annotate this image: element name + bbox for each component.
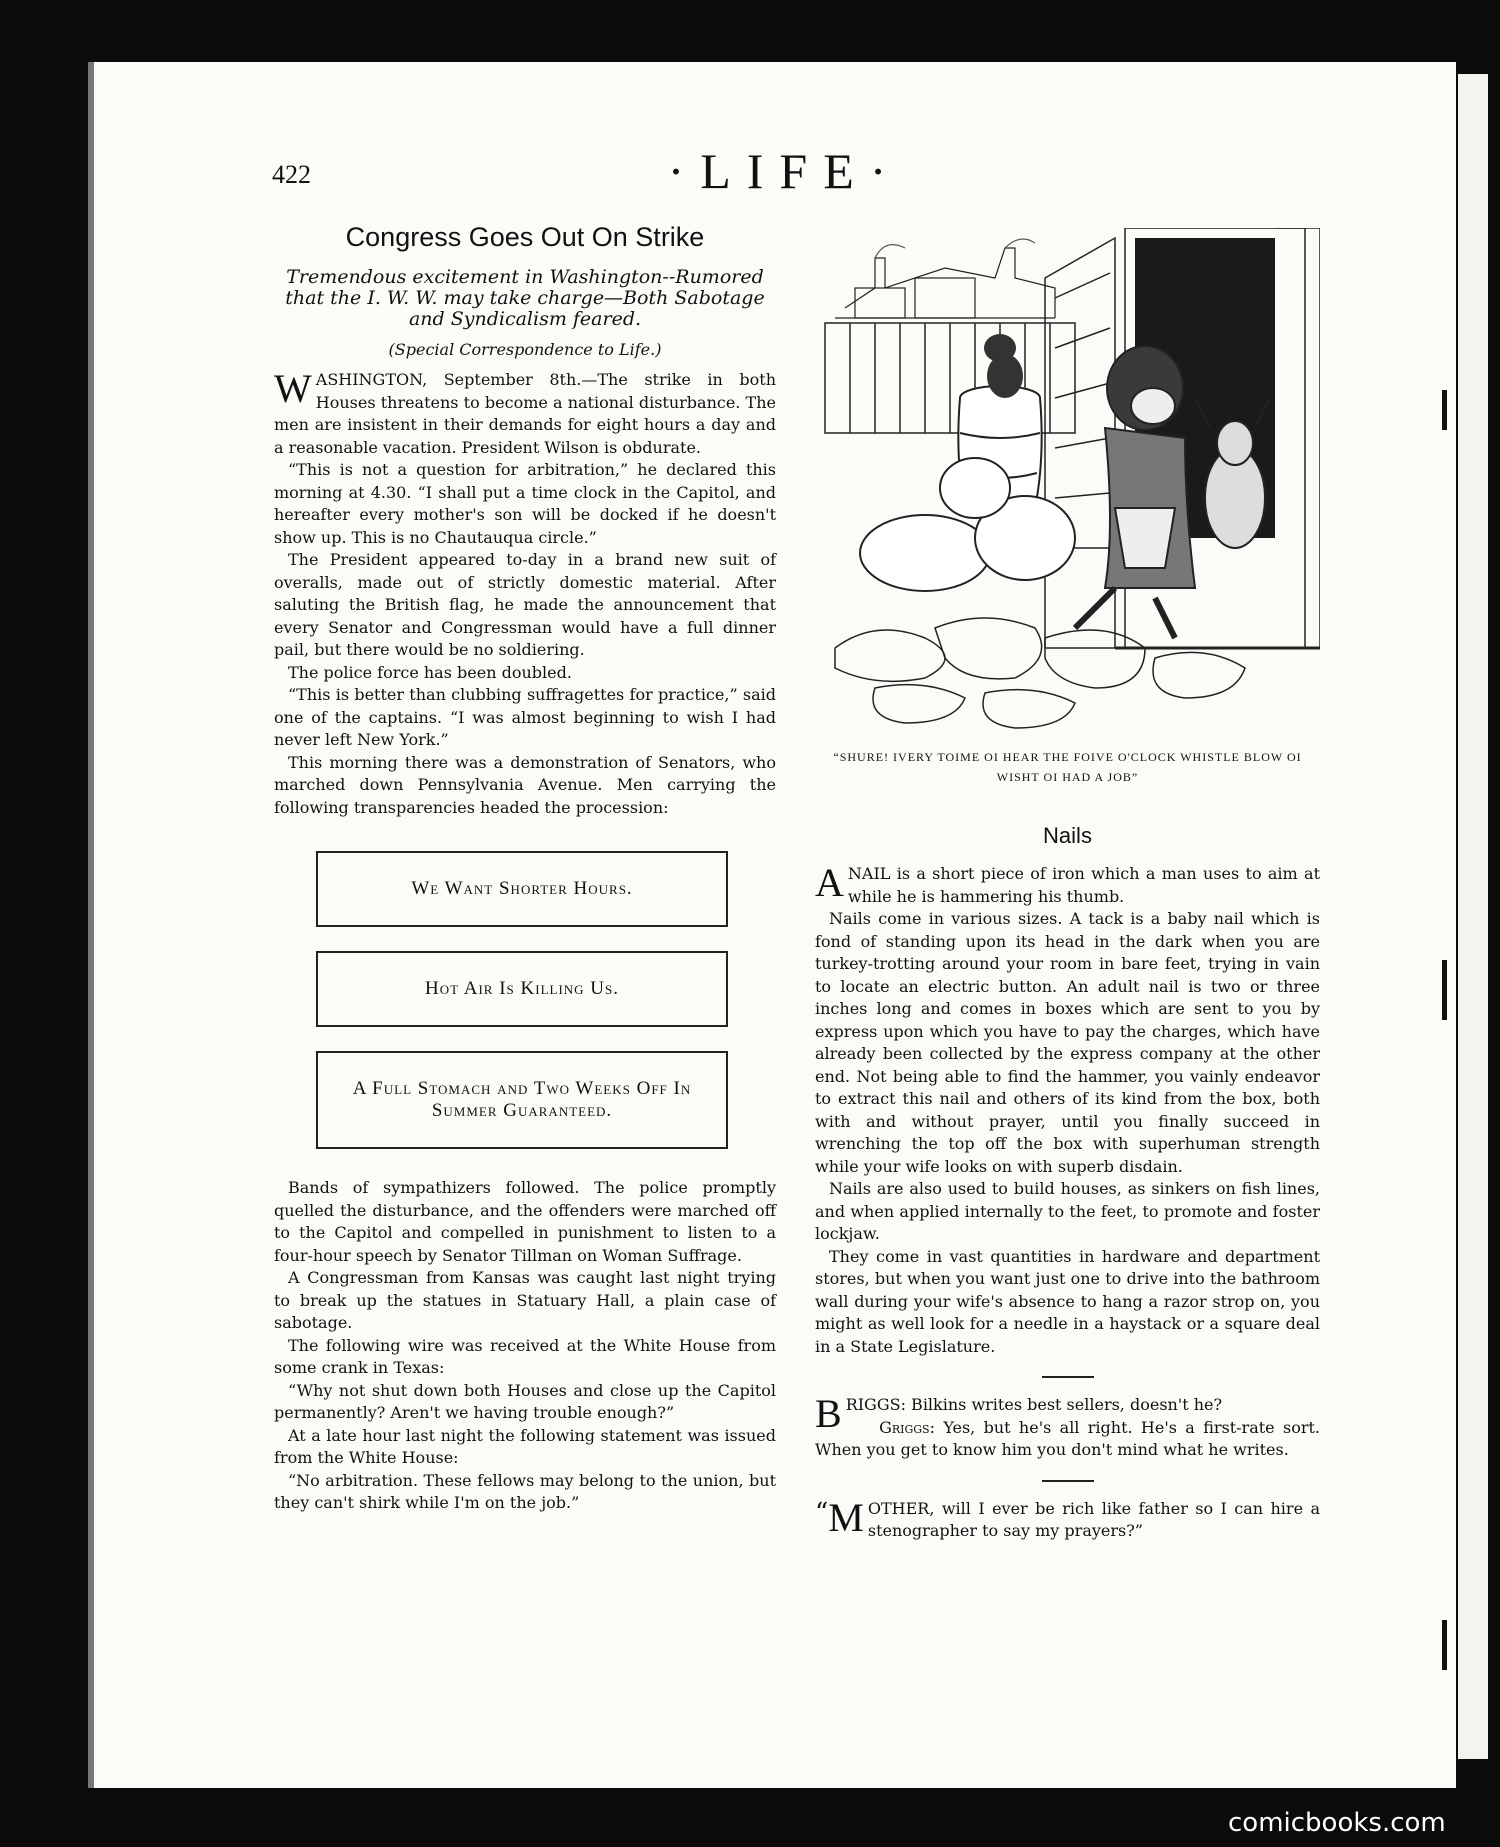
- paragraph: The following wire was received at the White House from some crank in Texas:: [274, 1335, 776, 1377]
- paragraph: Bands of sympathizers followed. The police promptly quelled the disturbance, and the offenders were marched off to the Capitol and compelled in punishment to listen to a four-hour speech by Senator Tillman on Woman Suffrage.: [274, 1178, 776, 1265]
- edge-mark: [1442, 960, 1447, 1020]
- paragraph: “This is better than clubbing suffragettes for practice,” said one of the captains. “I was almost beginning to wish I had never left New York.”: [274, 685, 776, 749]
- paragraph: The President appeared to-day in a brand new suit of overalls, made out of strictly domestic material. After saluting the British flag, he made the announcement that every Senator and Congressman would have a full dinner pail, but there would be no soldiering.: [274, 550, 776, 659]
- watermark: comicbooks.com: [1228, 1808, 1446, 1838]
- article-title: Nails: [1043, 823, 1092, 848]
- paragraph: They come in vast quantities in hardware and department stores, but when you want just one to drive into the bathroom wall during your wife's absence to hang a razor strop on, you might as well look for a needle in a haystack or a square deal in a State Legislature.: [815, 1246, 1320, 1356]
- edge-mark: [1442, 1620, 1447, 1670]
- page-spine: [88, 62, 94, 1788]
- edge-mark: [1442, 390, 1447, 430]
- paragraph: Nails are also used to build houses, as sinkers on fish lines, and when applied internally to the feet, to promote and foster lockjaw.: [815, 1179, 1320, 1243]
- correspondence-line: (Special Correspondence to Life.): [388, 340, 662, 359]
- paragraph: This morning there was a demonstration of Senators, who marched down Pennsylvania Avenue. Men carrying the following transparencies headed the procession:: [274, 752, 776, 817]
- transparency-signs: [316, 851, 728, 1149]
- right-column: [815, 228, 1320, 1543]
- section-divider: [1042, 1376, 1094, 1378]
- joke-briggs: BRIGGS: Bilkins writes best sellers, doesn't he? Griggs: Yes, but he's all right. He's a first-rate sort. When you get to know him you don't mind what he writes.: [815, 1391, 1320, 1459]
- paragraph: At a late hour last night the following statement was issued from the White House:: [274, 1425, 776, 1467]
- paragraph: A Congressman from Kansas was caught last night trying to break up the statues in Statuary Hall, a plain case of sabotage.: [274, 1268, 776, 1332]
- sign-box: A Full Stomach and Two Weeks Off In Summer Guaranteed.: [316, 1051, 728, 1149]
- joke-mother: “ M OTHER, will I ever be rich like father so I can hire a stenographer to say my prayers?”: [815, 1494, 1320, 1540]
- paragraph: ANAIL is a short piece of iron which a man uses to aim at while he is hammering his thumb.: [815, 860, 1320, 906]
- sign-box: We Want Shorter Hours.: [316, 851, 728, 927]
- speaker-name: Griggs:: [879, 1417, 935, 1437]
- paragraph: WASHINGTON, September 8th.—The strike in both Houses threatens to become a national disturbance. The men are insistent in their demands for eight hours a day and a reasonable vacation. President Wilson is obdurate.: [274, 366, 776, 457]
- cartoon-illustration: [815, 228, 1320, 733]
- drop-cap: B: [815, 1391, 842, 1436]
- page-number: 422: [272, 160, 311, 189]
- paragraph: “Why not shut down both Houses and close up the Capitol permanently? Aren't we having trouble enough?”: [274, 1380, 776, 1422]
- drop-cap: A: [815, 860, 844, 905]
- section-divider: [1042, 1480, 1094, 1482]
- paragraph: Nails come in various sizes. A tack is a baby nail which is fond of standing upon its head in the dark when you are turkey-trotting around your room in bare feet, trying in vain to locate an electric button. An adult nail is two or three inches long and comes in boxes which are sent to you by express upon which you have to pay the charges, which have already been collected by the express company at the other end. Not being able to find the hammer, you vainly endeavor to extract this nail and others of its kind from the box, both with and without prayer, until you finally succeed in wrenching the top off the box with superhuman strength while your wife looks on with superb disdain.: [815, 909, 1320, 1176]
- paragraph: “This is not a question for arbitration,” he declared this morning at 4.30. “I shall put a time clock in the Capitol, and hereafter every mother's son will be docked if he doesn't show up. This is no Chautauqua circle.”: [274, 460, 776, 547]
- paragraph: “No arbitration. These fellows may belong to the union, but they can't shirk while I'm on the job.”: [274, 1470, 776, 1512]
- article-congress-strike: [274, 222, 776, 1515]
- article-deck: Tremendous excitement in Washington--Rumored that the I. W. W. may take charge—Both Sabotage and Syndicalism feared.: [285, 266, 765, 330]
- sign-box: Hot Air Is Killing Us.: [316, 951, 728, 1027]
- drop-cap: M: [828, 1494, 864, 1540]
- cartoon-caption: “SHURE! IVERY TOIME OI HEAR THE FOIVE O'CLOCK WHISTLE BLOW OI WISHT OI HAD A JOB”: [833, 750, 1302, 784]
- drop-cap: W: [274, 366, 312, 411]
- masthead-life: ·LIFE·: [667, 143, 903, 199]
- article-title: Congress Goes Out On Strike: [345, 222, 705, 252]
- adjacent-page-edge: [1456, 62, 1500, 1788]
- paragraph: The police force has been doubled.: [288, 662, 572, 682]
